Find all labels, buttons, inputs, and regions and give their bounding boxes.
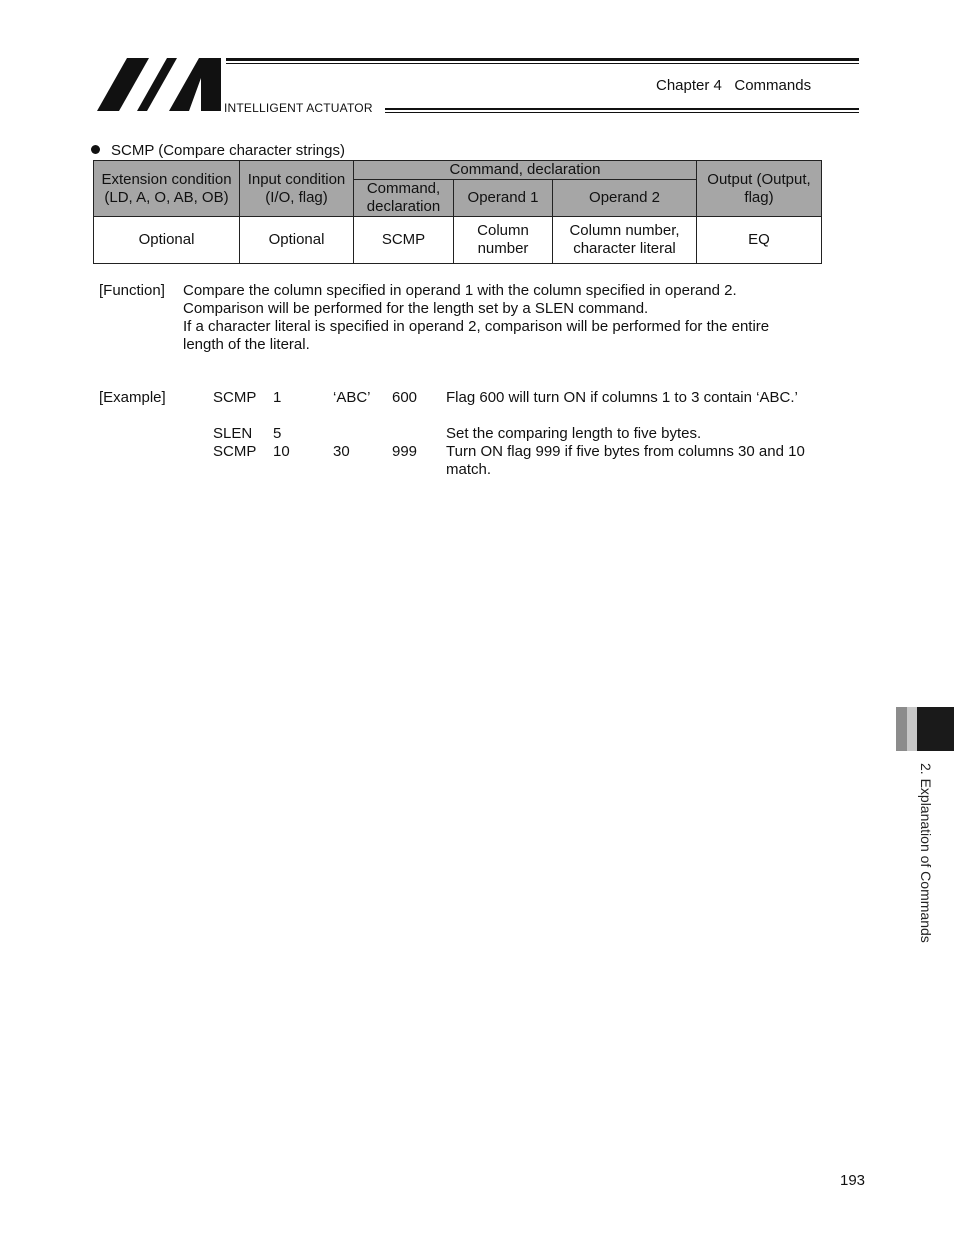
header-rule-bottom [385, 108, 859, 110]
side-tab-marker-light [907, 707, 917, 751]
header-command: Command, declaration [354, 180, 454, 217]
example-comment: Set the comparing length to five bytes. [446, 425, 702, 442]
example-operand-1: 10 [273, 443, 290, 460]
header-operand-1: Operand 1 [454, 180, 553, 217]
bullet-icon [91, 145, 100, 154]
example-operand-2: ‘ABC’ [333, 389, 371, 406]
section-title: SCMP (Compare character strings) [111, 142, 345, 159]
header-operand-2: Operand 2 [553, 180, 697, 217]
function-description [183, 282, 823, 354]
example-command: SLEN [213, 425, 253, 442]
cell-operand-1: Column number [454, 217, 553, 264]
function-line: If a character literal is specified in operand 2, comparison will be performed for the entire [183, 318, 770, 335]
side-tab-marker-mid [896, 707, 907, 751]
header-command-group: Command, declaration [354, 161, 697, 180]
example-label: [Example] [99, 389, 166, 406]
example-operand-1: 1 [273, 389, 282, 406]
cell-operand-2: Column number, character literal [553, 217, 697, 264]
example-command: SCMP [213, 389, 257, 406]
cell-extension-condition: Optional [94, 217, 240, 264]
example-output: 999 [392, 443, 418, 460]
header-extension-condition: Extension condition (LD, A, O, AB, OB) [94, 161, 240, 217]
example-operand-2: 30 [333, 443, 350, 460]
command-spec-table [93, 160, 822, 264]
example-comment: Flag 600 will turn ON if columns 1 to 3 contain ‘ABC.’ [446, 389, 798, 406]
example-command: SCMP [213, 443, 257, 460]
example-operand-1: 5 [273, 425, 282, 442]
chapter-title: Chapter 4 Commands [656, 77, 812, 94]
function-label: [Function] [99, 282, 165, 299]
function-line: length of the literal. [183, 336, 310, 353]
iai-logo [97, 58, 221, 111]
header-output: Output (Output, flag) [697, 161, 822, 217]
table-row [94, 217, 822, 264]
header-input-condition: Input condition (I/O, flag) [240, 161, 354, 217]
header-rule-bottom-thin [385, 112, 859, 113]
function-line: Compare the column specified in operand 1 with the column specified in operand 2. [183, 282, 737, 299]
cell-output: EQ [697, 217, 822, 264]
header-rule-top [226, 58, 859, 61]
side-tab-marker-dark [917, 707, 954, 751]
page-number: 193 [840, 1172, 866, 1189]
cell-input-condition: Optional [240, 217, 354, 264]
example-output: 600 [392, 389, 418, 406]
header-rule-top-thin [226, 63, 859, 64]
cell-command: SCMP [354, 217, 454, 264]
side-tab-label: 2. Explanation of Commands [918, 763, 934, 943]
function-line: Comparison will be performed for the length set by a SLEN command. [183, 300, 649, 317]
example-comment: Turn ON flag 999 if five bytes from columns 30 and 10 match. [446, 443, 805, 478]
brand-text: INTELLIGENT ACTUATOR [224, 101, 373, 115]
